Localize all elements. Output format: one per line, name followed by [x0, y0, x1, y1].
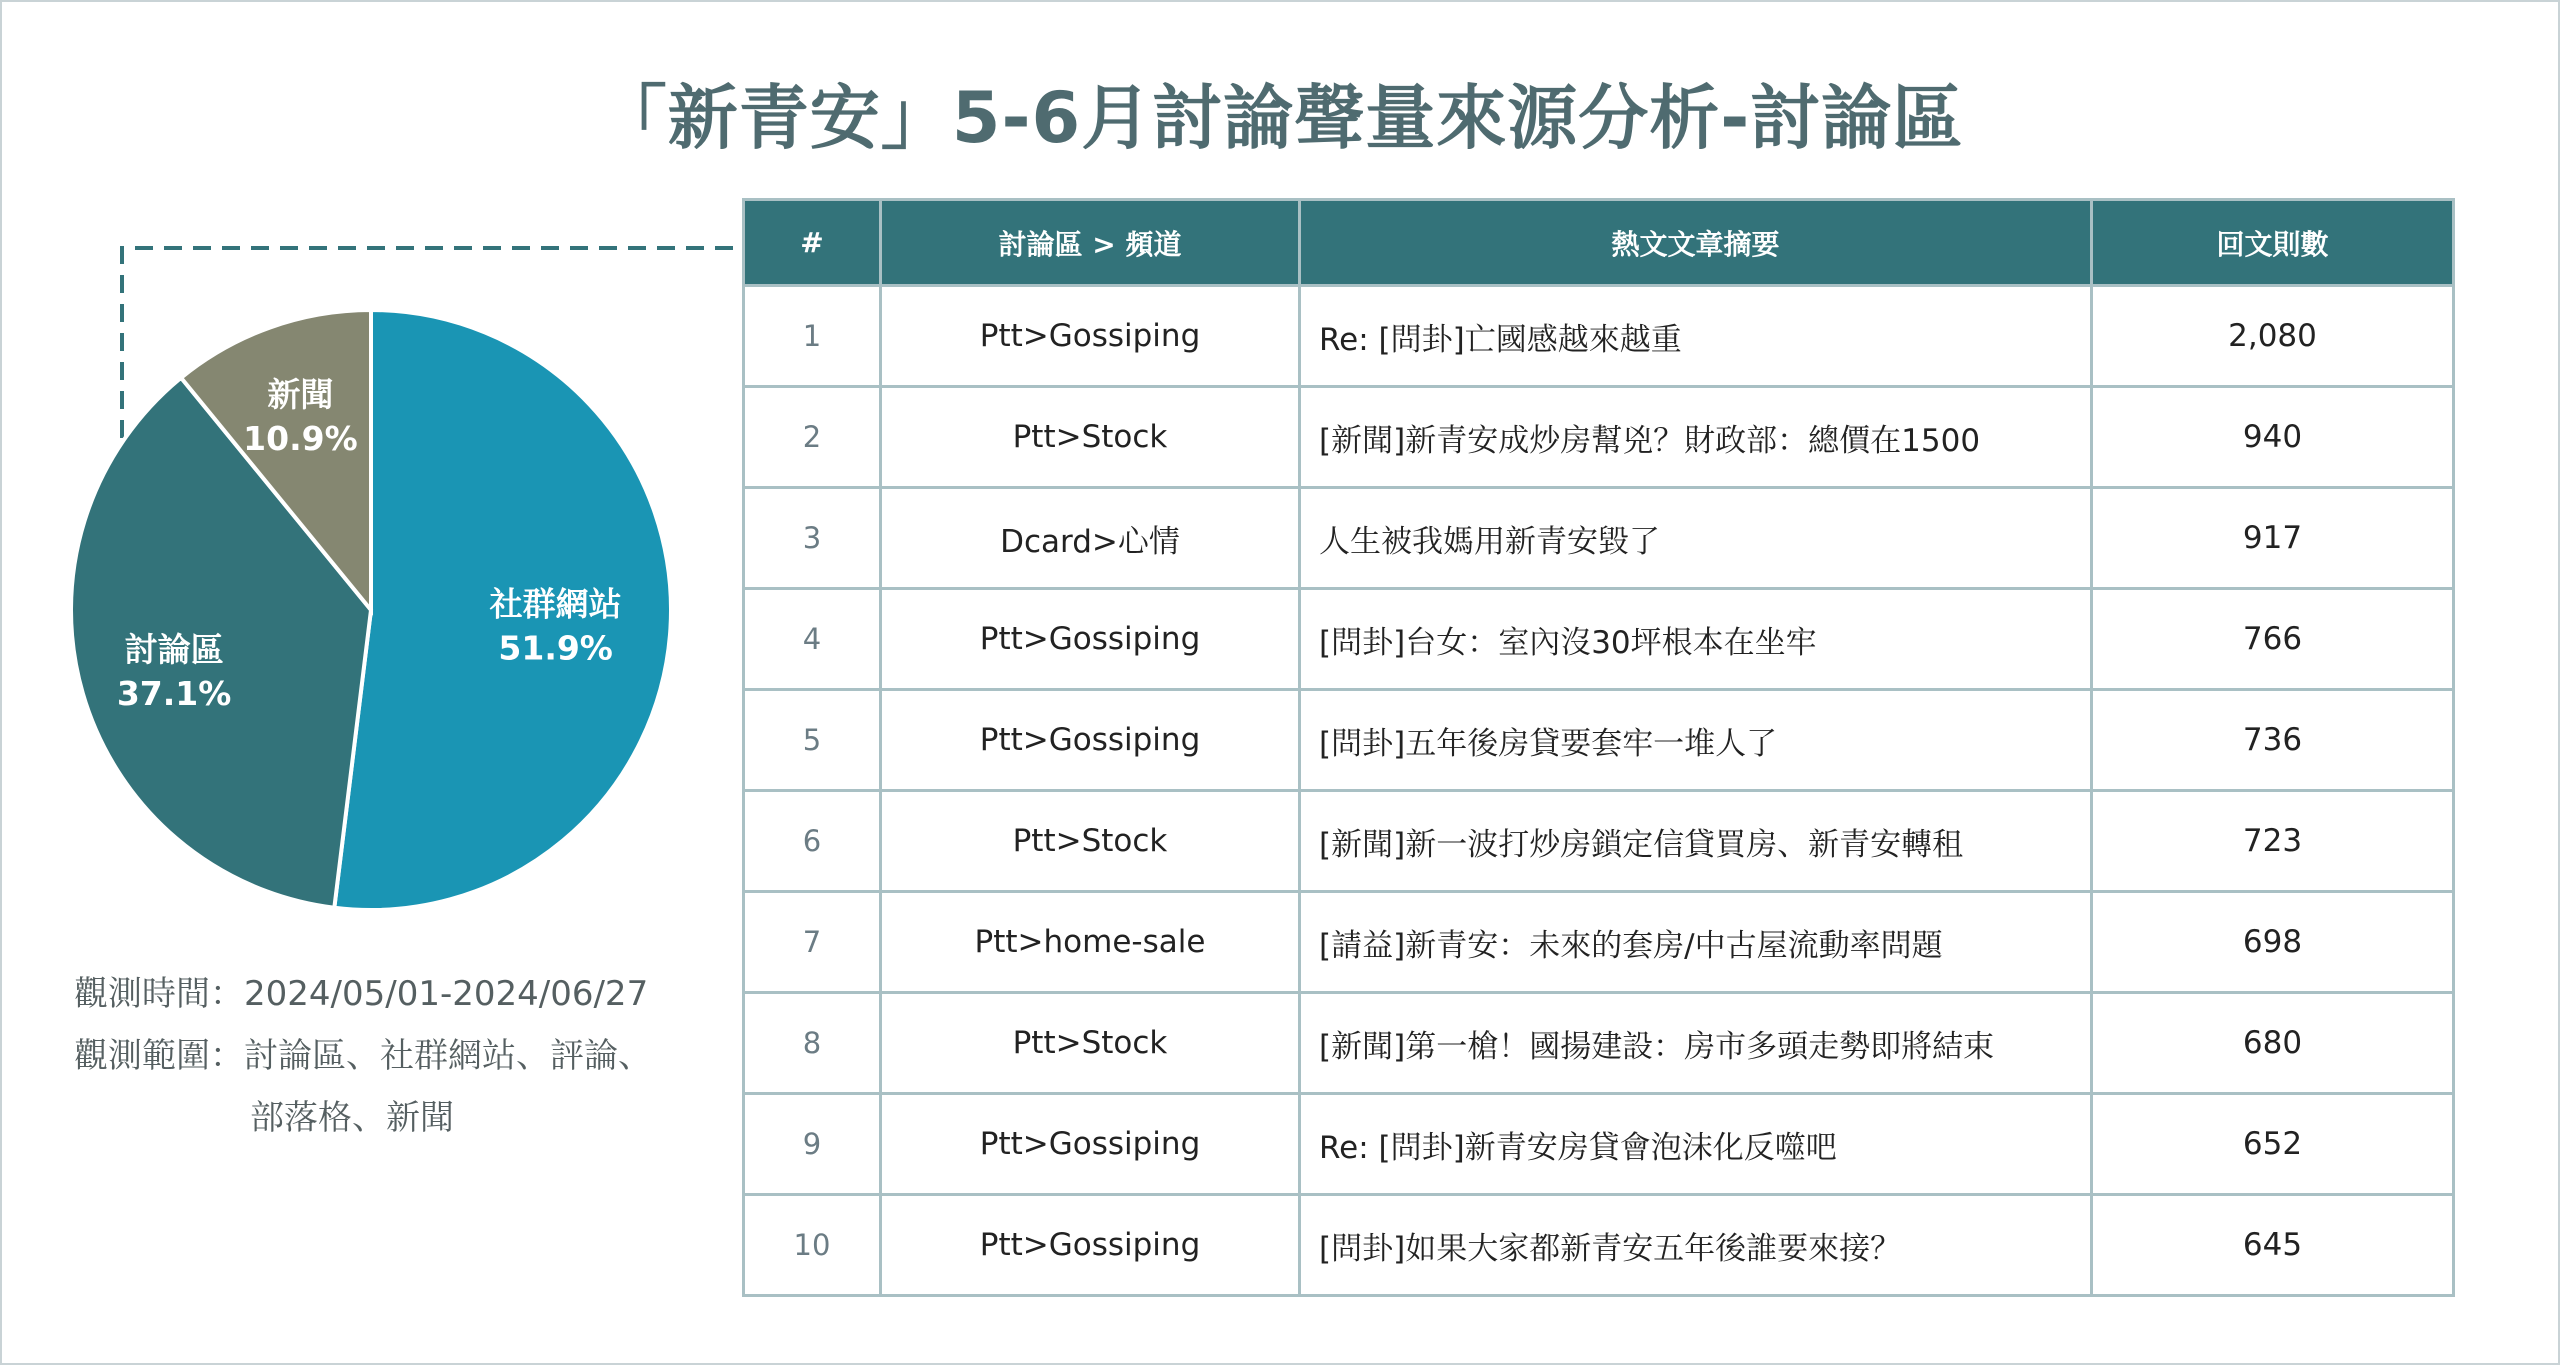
row-summary: 人生被我媽用新青安毀了	[1300, 488, 2092, 589]
row-index: 2	[744, 387, 881, 488]
table-row	[744, 286, 2454, 387]
table-row	[744, 387, 2454, 488]
row-index: 9	[744, 1094, 881, 1195]
row-index: 5	[744, 690, 881, 791]
row-index: 8	[744, 993, 881, 1094]
observation-scope-continued: 部落格、新聞	[250, 1098, 454, 1138]
header-channel: 討論區 > 頻道	[881, 200, 1300, 286]
row-channel: Ptt>Stock	[881, 791, 1300, 892]
table-row	[744, 589, 2454, 690]
header-summary: 熱文文章摘要	[1300, 200, 2092, 286]
row-index: 6	[744, 791, 881, 892]
row-summary: [新聞]新一波打炒房鎖定信貸買房、新青安轉租	[1300, 791, 2092, 892]
table-row	[744, 488, 2454, 589]
row-summary: [請益]新青安：未來的套房/中古屋流動率問題	[1300, 892, 2092, 993]
row-channel: Ptt>Gossiping	[881, 690, 1300, 791]
row-index: 4	[744, 589, 881, 690]
header-reply-count: 回文則數	[2092, 200, 2454, 286]
table-row	[744, 993, 2454, 1094]
table-row	[744, 1094, 2454, 1195]
row-summary: [新聞]新青安成炒房幫兇？財政部：總價在1500	[1300, 387, 2092, 488]
row-reply-count: 736	[2092, 690, 2454, 791]
row-reply-count: 652	[2092, 1094, 2454, 1195]
pie-slice-label: 新聞	[267, 375, 334, 415]
row-channel: Ptt>Gossiping	[881, 589, 1300, 690]
row-channel: Ptt>Stock	[881, 387, 1300, 488]
header-index: #	[744, 200, 881, 286]
row-index: 10	[744, 1195, 881, 1296]
pie-slice-percent: 37.1%	[116, 673, 232, 713]
row-reply-count: 723	[2092, 791, 2454, 892]
row-reply-count: 2,080	[2092, 286, 2454, 387]
row-summary: [問卦]如果大家都新青安五年後誰要來接？	[1300, 1195, 2092, 1296]
row-summary: [新聞]第一槍！國揚建設：房市多頭走勢即將結束	[1300, 993, 2092, 1094]
row-channel: Ptt>home-sale	[881, 892, 1300, 993]
page-title: 「新青安」5-6月討論聲量來源分析-討論區	[596, 77, 1964, 159]
observation-scope: 觀測範圍：討論區、社群網站、評論、	[74, 1036, 652, 1076]
table-header-row	[744, 200, 2454, 286]
row-channel: Ptt>Gossiping	[881, 1195, 1300, 1296]
table-row	[744, 690, 2454, 791]
table-row	[744, 791, 2454, 892]
observation-time: 觀測時間：2024/05/01-2024/06/27	[74, 974, 649, 1014]
row-reply-count: 680	[2092, 993, 2454, 1094]
row-index: 1	[744, 286, 881, 387]
pie-slice-percent: 10.9%	[243, 419, 358, 459]
row-channel: Ptt>Stock	[881, 993, 1300, 1094]
pie-slice-percent: 51.9%	[498, 628, 613, 668]
pie-slice-label: 社群網站	[489, 584, 622, 624]
row-index: 7	[744, 892, 881, 993]
row-summary: Re: [問卦]亡國感越來越重	[1300, 286, 2092, 387]
hot-posts-table	[742, 198, 2455, 1297]
row-index: 3	[744, 488, 881, 589]
row-reply-count: 766	[2092, 589, 2454, 690]
row-channel: Ptt>Gossiping	[881, 286, 1300, 387]
row-summary: [問卦]台女：室內沒30坪根本在坐牢	[1300, 589, 2092, 690]
pie-slice-label: 討論區	[124, 629, 224, 669]
row-summary: Re: [問卦]新青安房貸會泡沫化反噬吧	[1300, 1094, 2092, 1195]
row-channel: Ptt>Gossiping	[881, 1094, 1300, 1195]
row-summary: [問卦]五年後房貸要套牢一堆人了	[1300, 690, 2092, 791]
table-row	[744, 1195, 2454, 1296]
row-reply-count: 917	[2092, 488, 2454, 589]
pie-chart	[0, 0, 742, 1000]
row-reply-count: 698	[2092, 892, 2454, 993]
row-reply-count: 940	[2092, 387, 2454, 488]
row-reply-count: 645	[2092, 1195, 2454, 1296]
table-row	[744, 892, 2454, 993]
row-channel: Dcard>心情	[881, 488, 1300, 589]
